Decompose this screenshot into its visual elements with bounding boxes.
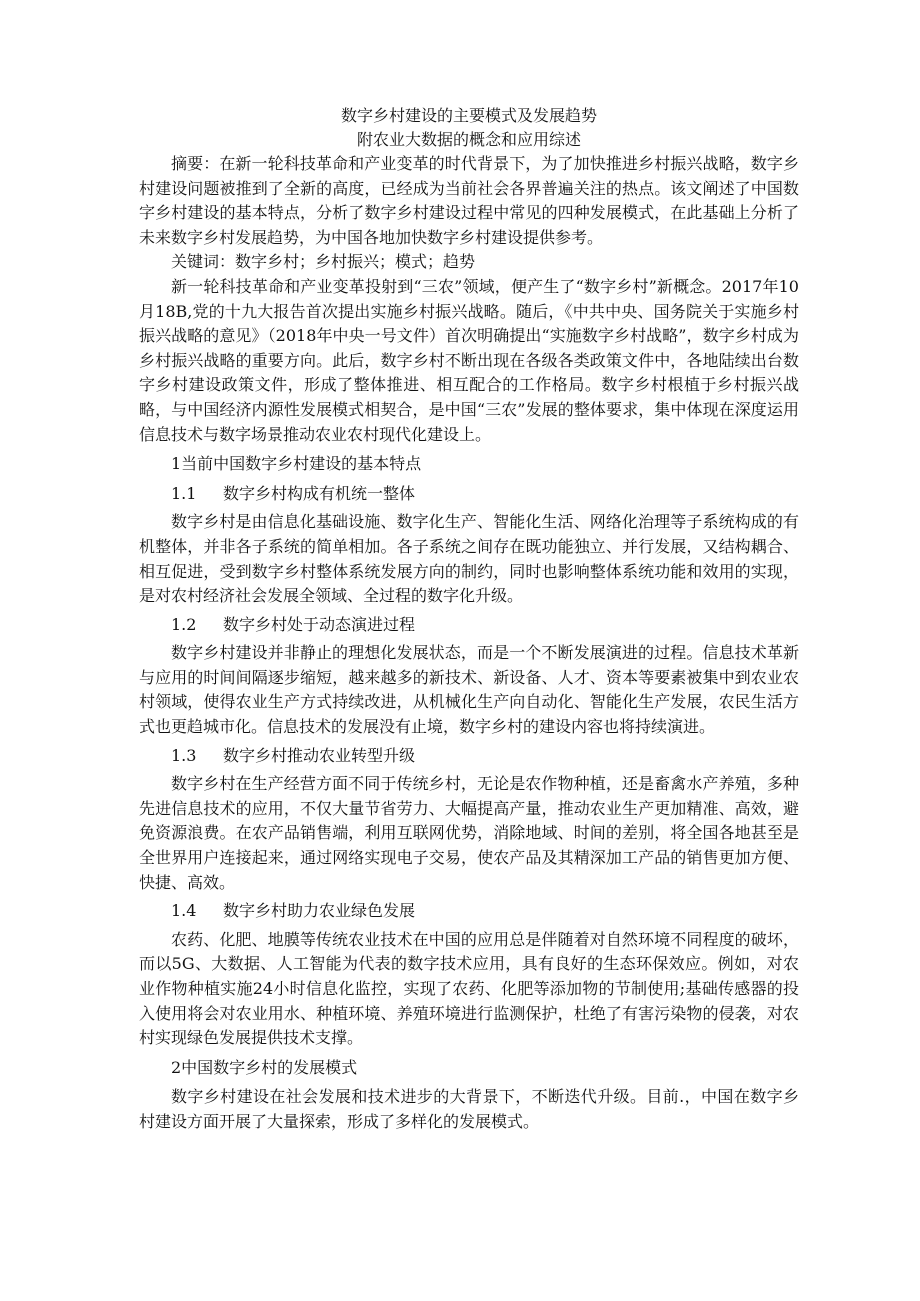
section-2-heading: 2中国数字乡村的发展模式 [171, 1057, 358, 1077]
subsection-title: 数字乡村推动农业转型升级 [223, 745, 416, 765]
section-1-heading: 1当前中国数字乡村建设的基本特点 [171, 454, 422, 474]
document-subtitle: 附农业大数据的概念和应用综述 [356, 130, 581, 149]
intro-paragraph: 新一轮科技革命和产业变革投射到“三农”领域，便产生了“数字乡村”新概念。2017年10月18B,党的十九大报告首次提出实施乡村振兴战略。随后，《中共中央、国务院关于实施乡村振兴战略的意见》（2018年中央一号文件）首次明确提出“实施数字乡村战略”，数字乡村成为乡村振兴战略的重要方向。此后，数字乡村不断出现在各级各类政策文件中，各地陆续出台数字乡村建设政策文件，形成了整体推进、相互配合的工作格局。数字乡村根植于乡村振兴战略，与中国经济内源性发展模式相契合，是中国“三农”发展的整体要求，集中体现在深度运用信息技术与数字场景推动农业农村现代化建设上。 [139, 276, 799, 444]
subsection-1-2-body: 数字乡村建设并非静止的理想化发展状态，而是一个不断发展演进的过程。信息技术革新与应用的时间间隔逐步缩短，越来越多的新技术、新设备、人才、资本等要素被集中到农业农村领域，使得农业生产方式持续改进，从机械化生产向自动化、智能化生产发展，农民生活方式也更趋城市化。信息技术的发展没有止境，数字乡村的建设内容也将持续演进。 [139, 643, 799, 737]
subsection-number: 1.1 [171, 483, 197, 503]
subsection-1-1-body: 数字乡村是由信息化基础设施、数字化生产、智能化生活、网络化治理等子系统构成的有机整体，并非各子系统的简单相加。各子系统之间存在既功能独立、并行发展，又结构耦合、相互促进，受到数字乡村整体系统发展方向的制约，同时也影响整体系统功能和效用的实现，是对农村经济社会发展全领域、全过程的数字化升级。 [139, 512, 799, 606]
subsection-1-2-heading [139, 613, 799, 638]
subsection-number: 1.2 [171, 614, 197, 634]
document-page [139, 104, 799, 1137]
subsection-title: 数字乡村助力农业绿色发展 [223, 901, 416, 921]
subsection-number: 1.4 [171, 901, 197, 921]
abstract-paragraph: 摘要：在新一轮科技革命和产业变革的时代背景下，为了加快推进乡村振兴战略，数字乡村建设问题被推到了全新的高度，已经成为当前社会各界普遍关注的热点。该文阐述了中国数字乡村建设的基本特点，分析了数字乡村建设过程中常见的四种发展模式，在此基础上分析了未来数字乡村发展趋势，为中国各地加快数字乡村建设提供参考。 [139, 154, 799, 247]
subsection-1-4-heading [139, 899, 799, 924]
subsection-1-3-heading [139, 744, 799, 769]
subsection-1-1-heading [139, 482, 799, 507]
subsection-1-3-body: 数字乡村在生产经营方面不同于传统乡村，无论是农作物种植，还是畜禽水产养殖，多种先进信息技术的应用，不仅大量节省劳力、大幅提高产量，推动农业生产更加精准、高效，避免资源浪费。在农产品销售端，利用互联网优势，消除地域、时间的差别，将全国各地甚至是全世界用户连接起来，通过网络实现电子交易，使农产品及其精深加工产品的销售更加方便、快捷、高效。 [139, 774, 799, 892]
subsection-title: 数字乡村构成有机统一整体 [223, 483, 416, 503]
keywords-line: 关键词：数字乡村；乡村振兴；模式；趋势 [171, 252, 476, 272]
subsection-title: 数字乡村处于动态演进过程 [223, 614, 416, 634]
subsection-1-4-body: 农药、化肥、地膜等传统农业技术在中国的应用总是伴随着对自然环境不同程度的破坏，而以5G、大数据、人工智能为代表的数字技术应用，具有良好的生态环保效应。例如，对农业作物种植实施24小时信息化监控，实现了农药、化肥等添加物的节制使用;基础传感器的投入使用将会对农业用水、种植环境、养殖环境进行监测保护，杜绝了有害污染物的侵袭，对农村实现绿色发展提供技术支撑。 [139, 929, 799, 1048]
document-title: 数字乡村建设的主要模式及发展趋势 [340, 106, 597, 125]
subsection-number: 1.3 [171, 745, 197, 765]
section-2-body: 数字乡村建设在社会发展和技术进步的大背景下，不断迭代升级。目前.，中国在数字乡村建设方面开展了大量探索，形成了多样化的发展模式。 [139, 1087, 799, 1131]
